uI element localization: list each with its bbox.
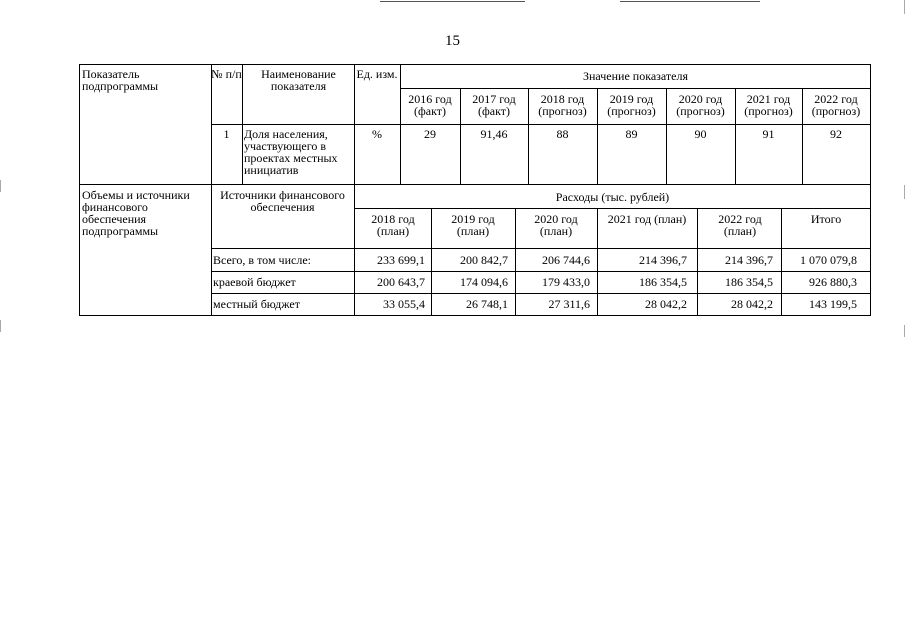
name-header: Наименование показателя [261,67,336,93]
year-header: 2022 год (прогноз) [811,92,861,118]
table-rule [211,271,871,272]
year-header: 2017 год (факт) [472,92,516,118]
finance-value: 200 643,7 [377,275,425,289]
scan-line [380,1,525,2]
finance-value: 179 433,0 [542,275,590,289]
finance-value: 33 055,4 [383,297,425,311]
finance-row-label: Всего, в том числе: [213,253,311,267]
table-rule [211,248,871,249]
finance-value: 27 311,6 [548,297,590,311]
finance-column-header: 2021 год (план) [607,212,687,226]
finance-label: Объемы и источники финансового обеспечения подпрограммы [82,188,190,238]
table-rule [242,64,243,184]
indicator-value: 91 [762,127,775,141]
indicator-value: 29 [424,127,436,141]
table-rule [79,184,871,185]
indicator-value: 89 [625,127,638,141]
finance-column-header: 2020 год (план) [534,212,578,238]
finance-value: 28 042,2 [731,297,773,311]
indicator-header: Показатель подпрограммы [82,67,159,93]
sources-header: Источники финансового обеспечения [220,188,345,214]
number-header: № п/п [211,67,242,81]
finance-value: 214 396,7 [639,253,687,267]
finance-value: 1 070 079,8 [800,253,857,267]
finance-value: 143 199,5 [809,297,857,311]
table-border-bottom [79,315,871,316]
finance-value: 200 842,7 [460,253,508,267]
indicator-value: 88 [556,127,569,141]
finance-column-header: 2022 год (план) [718,212,762,238]
table-border-top [79,64,871,65]
finance-column-header: Итого [810,212,842,226]
unit-header: Ед. изм. [356,67,398,81]
table-rule [211,293,871,294]
finance-value: 28 042,2 [645,297,687,311]
finance-value: 186 354,5 [639,275,687,289]
indicator-name: Доля населения, участвующего в проектах местных инициатив [244,127,338,177]
page-number: 15 [445,33,460,49]
year-header: 2016 год (факт) [408,92,452,118]
indicator-value: 92 [830,127,842,141]
indicator-unit: % [372,127,382,141]
finance-value: 926 880,3 [809,275,857,289]
table-border-right [870,64,871,316]
expenses-header: Расходы (тыс. рублей) [555,190,670,204]
table-rule [211,64,212,316]
finance-value: 26 748,1 [466,297,508,311]
finance-value: 186 354,5 [725,275,773,289]
year-header: 2019 год (прогноз) [607,92,656,118]
finance-row-label: местный бюджет [213,297,300,311]
scan-mark [0,180,1,192]
finance-column-header: 2018 год (план) [371,212,415,238]
finance-value: 233 699,1 [377,253,425,267]
year-header: 2020 год (прогноз) [676,92,725,118]
table-rule [400,64,401,184]
finance-value: 206 744,6 [542,253,590,267]
indicator-value: 91,46 [480,127,508,141]
finance-value: 174 094,6 [460,275,508,289]
table-rule [400,88,871,89]
indicator-value: 90 [694,127,707,141]
row-number: 1 [223,127,230,141]
scan-line [620,1,760,2]
table-rule [211,124,871,125]
table-border-left [79,64,80,316]
finance-row-label: краевой бюджет [213,275,296,289]
finance-column-header: 2019 год (план) [451,212,495,238]
scan-mark [0,320,1,332]
year-header: 2021 год (прогноз) [744,92,793,118]
value-group-header: Значение показателя [582,69,689,83]
year-header: 2018 год (прогноз) [538,92,587,118]
finance-value: 214 396,7 [725,253,773,267]
